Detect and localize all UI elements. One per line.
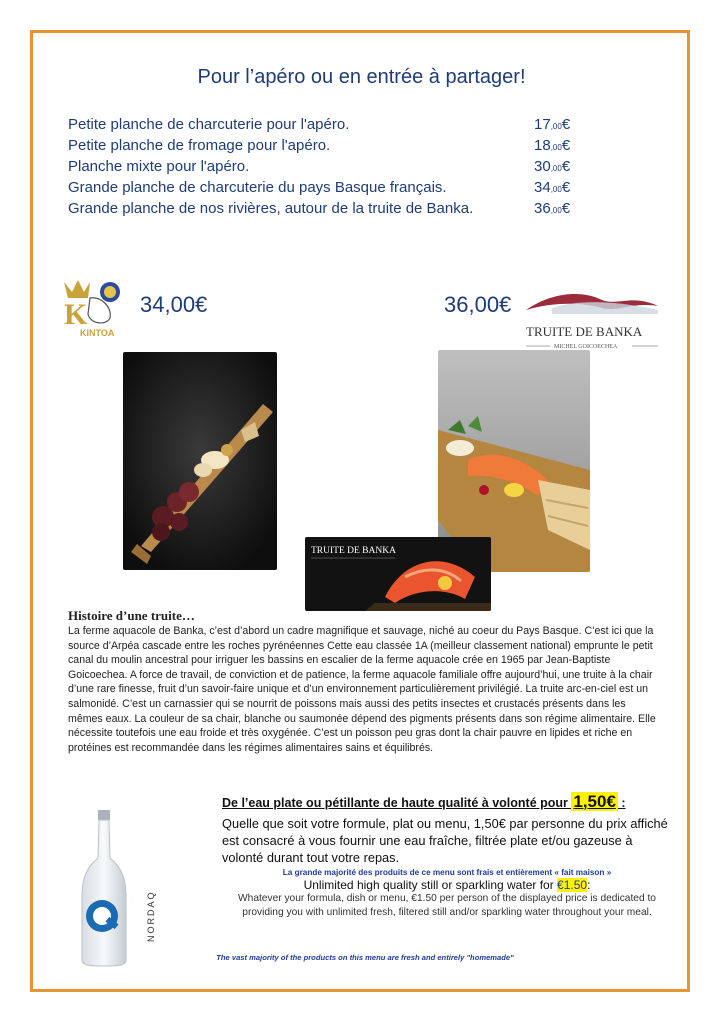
menu-item-price: 30,00€ <box>534 158 571 175</box>
homemade-note-fr: La grande majorité des produits de ce menu sont frais et entièrement « fait maison » <box>282 868 612 877</box>
price-left: 34,00€ <box>140 292 208 317</box>
menu-item <box>68 156 588 177</box>
menu-item <box>68 198 588 219</box>
menu-item-label: Petite planche de fromage pour l'apéro. <box>68 137 331 154</box>
menu-item-price: 18,00€ <box>534 137 571 154</box>
banka-logo-name: TRUITE DE BANKA <box>526 324 643 339</box>
truite-banner-photo <box>305 537 491 611</box>
price-right: 36,00€ <box>444 292 512 317</box>
menu-item-label: Grande planche de charcuterie du pays Basque français. <box>68 179 447 196</box>
svg-text:· · · · ·: · · · · · <box>131 893 135 902</box>
menu-item <box>68 135 588 156</box>
menu-item-label: Planche mixte pour l'apéro. <box>68 158 250 175</box>
menu-item-price: 17,00€ <box>534 116 571 133</box>
histoire-section <box>68 608 660 755</box>
kintoa-logo <box>60 278 132 340</box>
menu-list <box>68 114 588 219</box>
menu-item <box>68 177 588 198</box>
histoire-title: Histoire d’une truite… <box>68 608 195 623</box>
page-title: Pour l’apéro ou en entrée à partager! <box>197 66 526 88</box>
banka-logo <box>522 288 662 352</box>
menu-item-label: Petite planche de charcuterie pour l'apéro. <box>68 116 350 133</box>
svg-text:K: K <box>64 298 88 331</box>
nordaq-logo <box>124 842 164 952</box>
menu-item <box>68 114 588 135</box>
kintoa-logo-text: KINTOA <box>80 328 115 338</box>
water-text-fr: Quelle que soit votre formule, plat ou menu, 1,50€ par personne du prix affiché est consacré à vous fournir une eau fraîche, filtrée plate et/ou gazeuse à volonté durant tout votre repas. <box>222 816 668 865</box>
banka-logo-sub: MICHEL GOICOECHEA <box>554 344 618 350</box>
charcuterie-photo <box>123 352 277 570</box>
menu-item-price: 34,00€ <box>534 179 571 196</box>
water-price-highlight: 1,50€ <box>573 792 616 811</box>
histoire-text: La ferme aquacole de Banka, c’est d’abord un cadre magnifique et sauvage, niché au coeur du Pays Basque. C’est ici que la source d’Arpéa cascade entre les roches pyrénéennes Cette eau classée 1A (meilleur classement national) emprunte le petit canal du moulin ancestral pour irriguer les bassins en escalier de la ferme aquacole crée en 1965 par Jean-Baptiste Goicoechea. A force de travail, de conviction et de patience, la ferme aquacole familiale offre aujourd’hui, une truite à la chair d’une rare finesse, fruit d’un savoir-faire unique et d’un environnement particulièrement privilégié. La truite arc-en-ciel est un salmonidé. C’est un carnassier qui se nourrit de poissons mais aussi des petits insectes et crustacés présents dans les mêmes eaux. La couleur de sa chair, blanche ou saumonée dépend des pigments présents dans son régime alimentaire. Elle nécessite toutefois une eau froide et très oxygénée. C’est un poisson peu gras dont la chair pauvre en lipides et riche en protéines est recommandée dans les régimes alimentaires sains et équilibrés. <box>68 625 656 754</box>
menu-item-price: 36,00€ <box>534 200 571 217</box>
nordaq-logo-text: NORDAQ <box>146 890 156 942</box>
water-heading-en: Unlimited high quality still or sparkling water for €1.50: <box>303 878 591 892</box>
water-price-highlight-en: €1.50 <box>557 878 588 892</box>
water-text-en: Whatever your formula, dish or menu, €1.50 per person of the displayed price is dedicated to providing you with unlimited fresh, filtered still and/or sparkling water throughout your meal. <box>238 893 656 918</box>
homemade-note-en: The vast majority of the products on this menu are fresh and entirely "homemade" <box>216 953 514 962</box>
water-heading: De l’eau plate ou pétillante de haute qualité à volonté pour 1,50€ : <box>222 792 626 811</box>
truite-banner-label: TRUITE DE BANKA <box>311 546 396 556</box>
water-section <box>222 792 672 920</box>
menu-item-label: Grande planche de nos rivières, autour de la truite de Banka. <box>68 200 474 217</box>
